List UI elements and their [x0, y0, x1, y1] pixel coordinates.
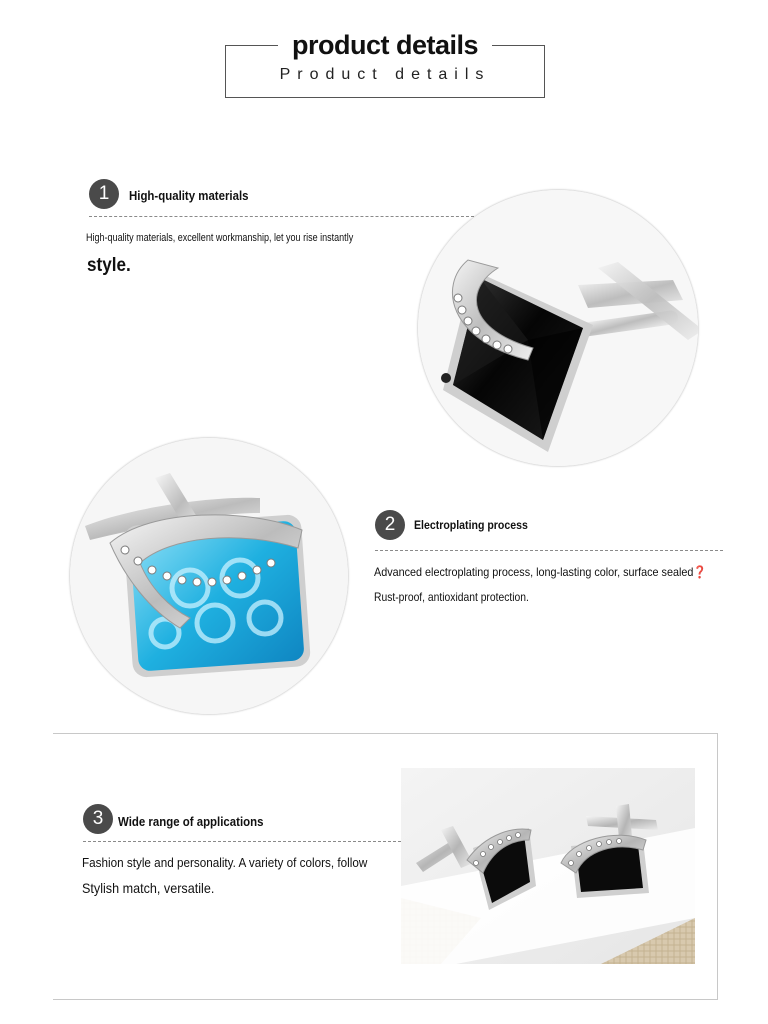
blue-cufflink-photo — [70, 438, 348, 714]
section-1-title: High-quality materials — [129, 188, 249, 203]
cufflink-illustration-3 — [401, 768, 695, 964]
section-2-desc-line1: Advanced electroplating process, long-lasting color, surface sealed❓ — [374, 565, 707, 579]
pair-of-black-cufflinks-photo — [401, 768, 695, 964]
section-2-divider — [375, 550, 723, 551]
card-top-border — [53, 733, 693, 734]
section-2-title: Electroplating process — [414, 518, 528, 532]
section-3-desc-line1: Fashion style and personality. A variety of colors, follow — [82, 855, 368, 870]
section-2-badge: 2 — [375, 510, 405, 540]
section-2-desc-line2: Rust-proof, antioxidant protection. — [374, 590, 529, 604]
page-title: product details — [225, 30, 545, 61]
section-1-badge: 1 — [89, 179, 119, 209]
section-3-divider — [83, 841, 401, 842]
black-cufflink-photo — [418, 190, 698, 466]
section-1-desc-line1: High-quality materials, excellent workmanship, let you rise instantly — [86, 232, 354, 244]
section-3-badge: 3 — [83, 804, 113, 834]
page-subtitle: Product details — [279, 66, 491, 83]
section-3-desc-line2: Stylish match, versatile. — [82, 880, 215, 896]
cufflink-illustration-2 — [70, 438, 348, 714]
section-1-divider — [89, 216, 474, 217]
section-1-desc-line2: style. — [87, 255, 131, 276]
section-3-title: Wide range of applications — [118, 814, 264, 829]
cufflink-illustration-1 — [418, 190, 698, 466]
